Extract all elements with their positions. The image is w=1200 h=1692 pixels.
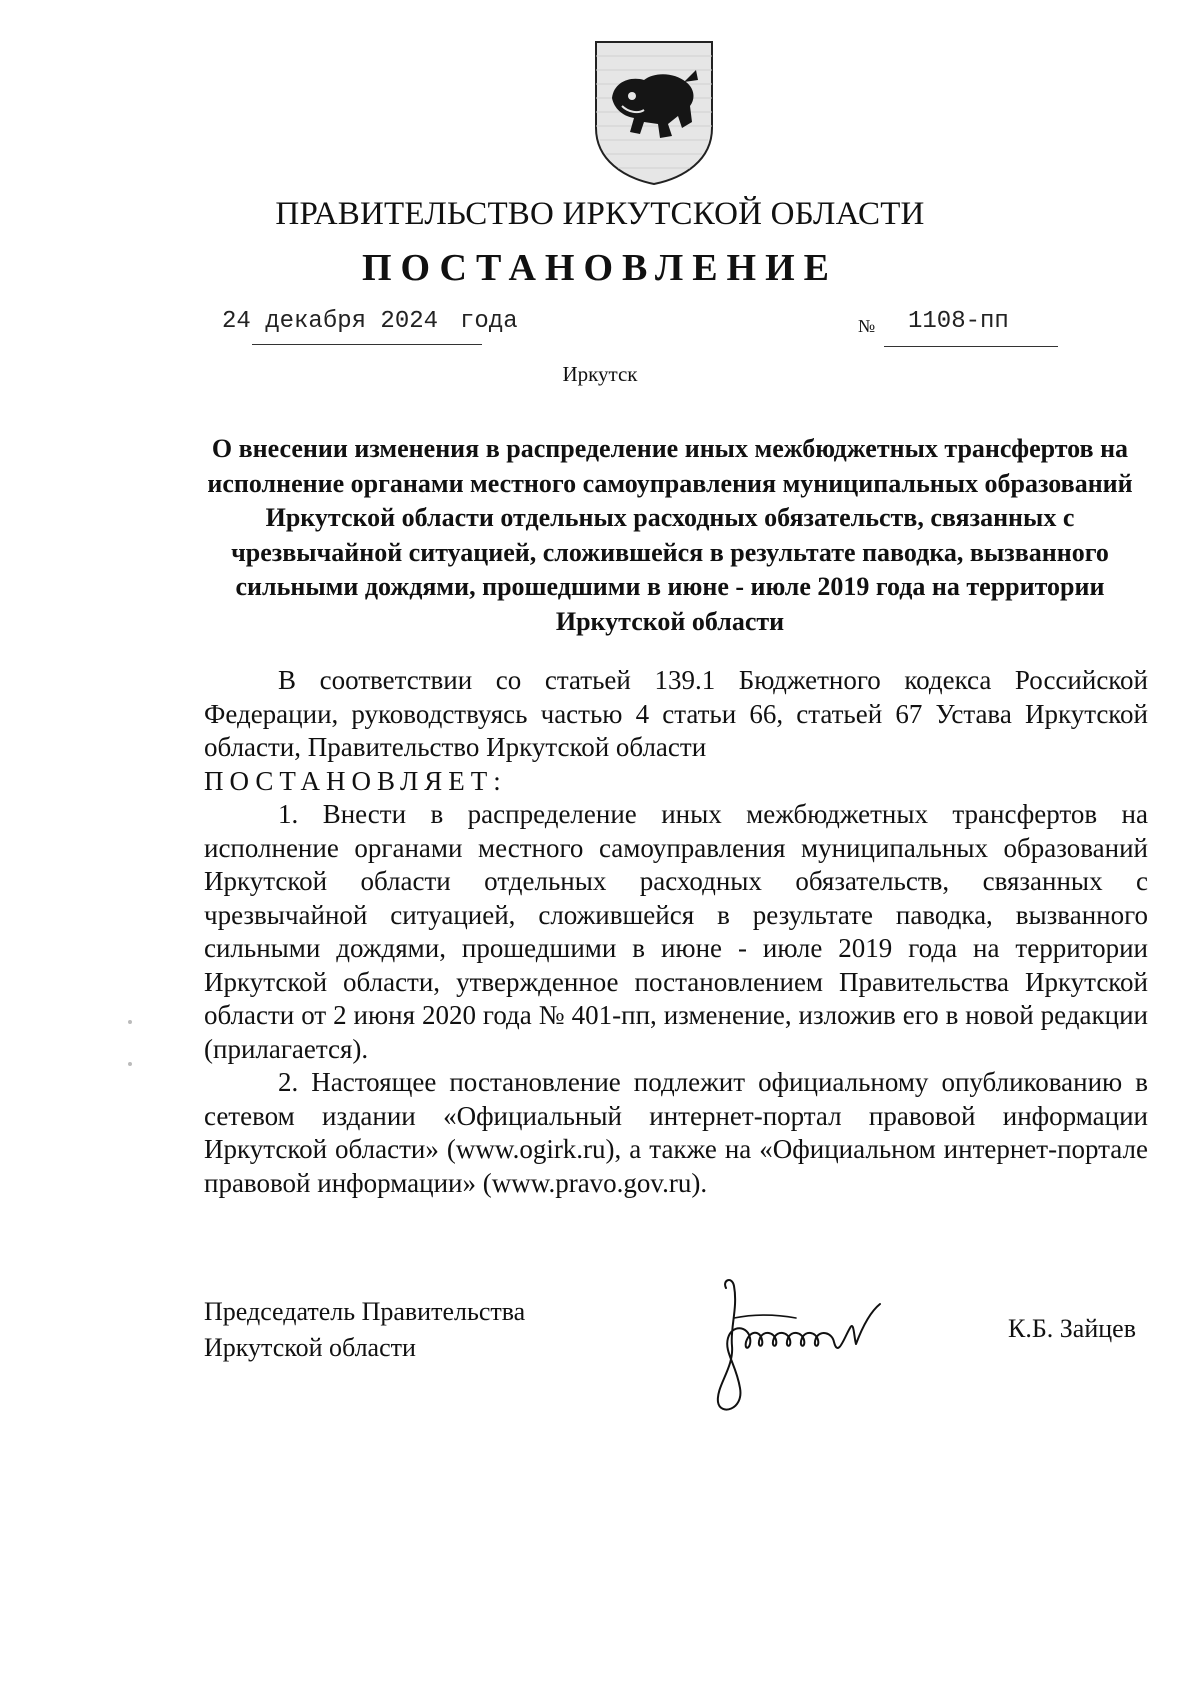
scan-speck — [128, 1062, 132, 1066]
item-1-paragraph: 1. Внести в распределение иных межбюджетных трансфертов на исполнение органами местного самоуправления муниципальных образований Иркутской области отдельных расходных обязательств, связанных с чрезвычайной ситуацией, сложившейся в результате паводка, вызванного сильными дождями, прошедшими в июне - июле 2019 года на территории Иркутской области, утвержденное постановлением Правительства Иркутской области от 2 июня 2020 года № 401-пп, изменение, изложив его в новой редакции (прилагается). — [204, 799, 1148, 1064]
document-title: О внесении изменения в распределение иных межбюджетных трансфертов на исполнение органами местного самоуправления муниципальных образований Иркутской области отдельных расходных обязательств, связанных с чрезвычайной ситуацией, сложившейся в результате паводка, вызванного сильными дождями, прошедшими в июне - июле 2019 года на территории Иркутской области — [207, 434, 1133, 636]
date-suffix: года — [460, 308, 518, 335]
date-underline — [252, 344, 482, 345]
document-date: 24 декабря 2024 — [222, 308, 439, 335]
signatory-position-line-2: Иркутской области — [204, 1333, 416, 1362]
signature-icon — [704, 1268, 954, 1418]
signatory-position-line-1: Председатель Правительства — [204, 1297, 526, 1326]
preamble-paragraph: В соответствии со статьей 139.1 Бюджетного кодекса Российской Федерации, руководствуясь частью 4 статьи 66, статьей 67 Устава Иркутской области, Правительство Иркутской области — [204, 665, 1148, 762]
document-date-field — [222, 308, 526, 348]
document-body — [204, 664, 1148, 1200]
document-number: 1108-пп — [908, 308, 1009, 335]
number-underline — [884, 346, 1058, 347]
document-type: ПОСТАНОВЛЕНИЕ — [361, 247, 839, 289]
number-sign: № — [858, 316, 876, 336]
scan-speck — [128, 1020, 132, 1024]
document-city: Иркутск — [562, 362, 638, 386]
item-2-paragraph: 2. Настоящее постановление подлежит официальному опубликованию в сетевом издании «Официальный интернет-портал правовой информации Иркутской области» (www.ogirk.ru), а также на «Официальном интернет-портале правовой информации» (www.pravo.gov.ru). — [204, 1067, 1148, 1198]
signatory-name: К.Б. Зайцев — [1008, 1314, 1136, 1343]
coat-of-arms-icon — [592, 36, 716, 186]
government-name: ПРАВИТЕЛЬСТВО ИРКУТСКОЙ ОБЛАСТИ — [275, 196, 925, 232]
signatory-position — [204, 1294, 525, 1366]
decree-word: ПОСТАНОВЛЯЕТ: — [204, 765, 507, 796]
document-number-field — [858, 308, 1058, 352]
